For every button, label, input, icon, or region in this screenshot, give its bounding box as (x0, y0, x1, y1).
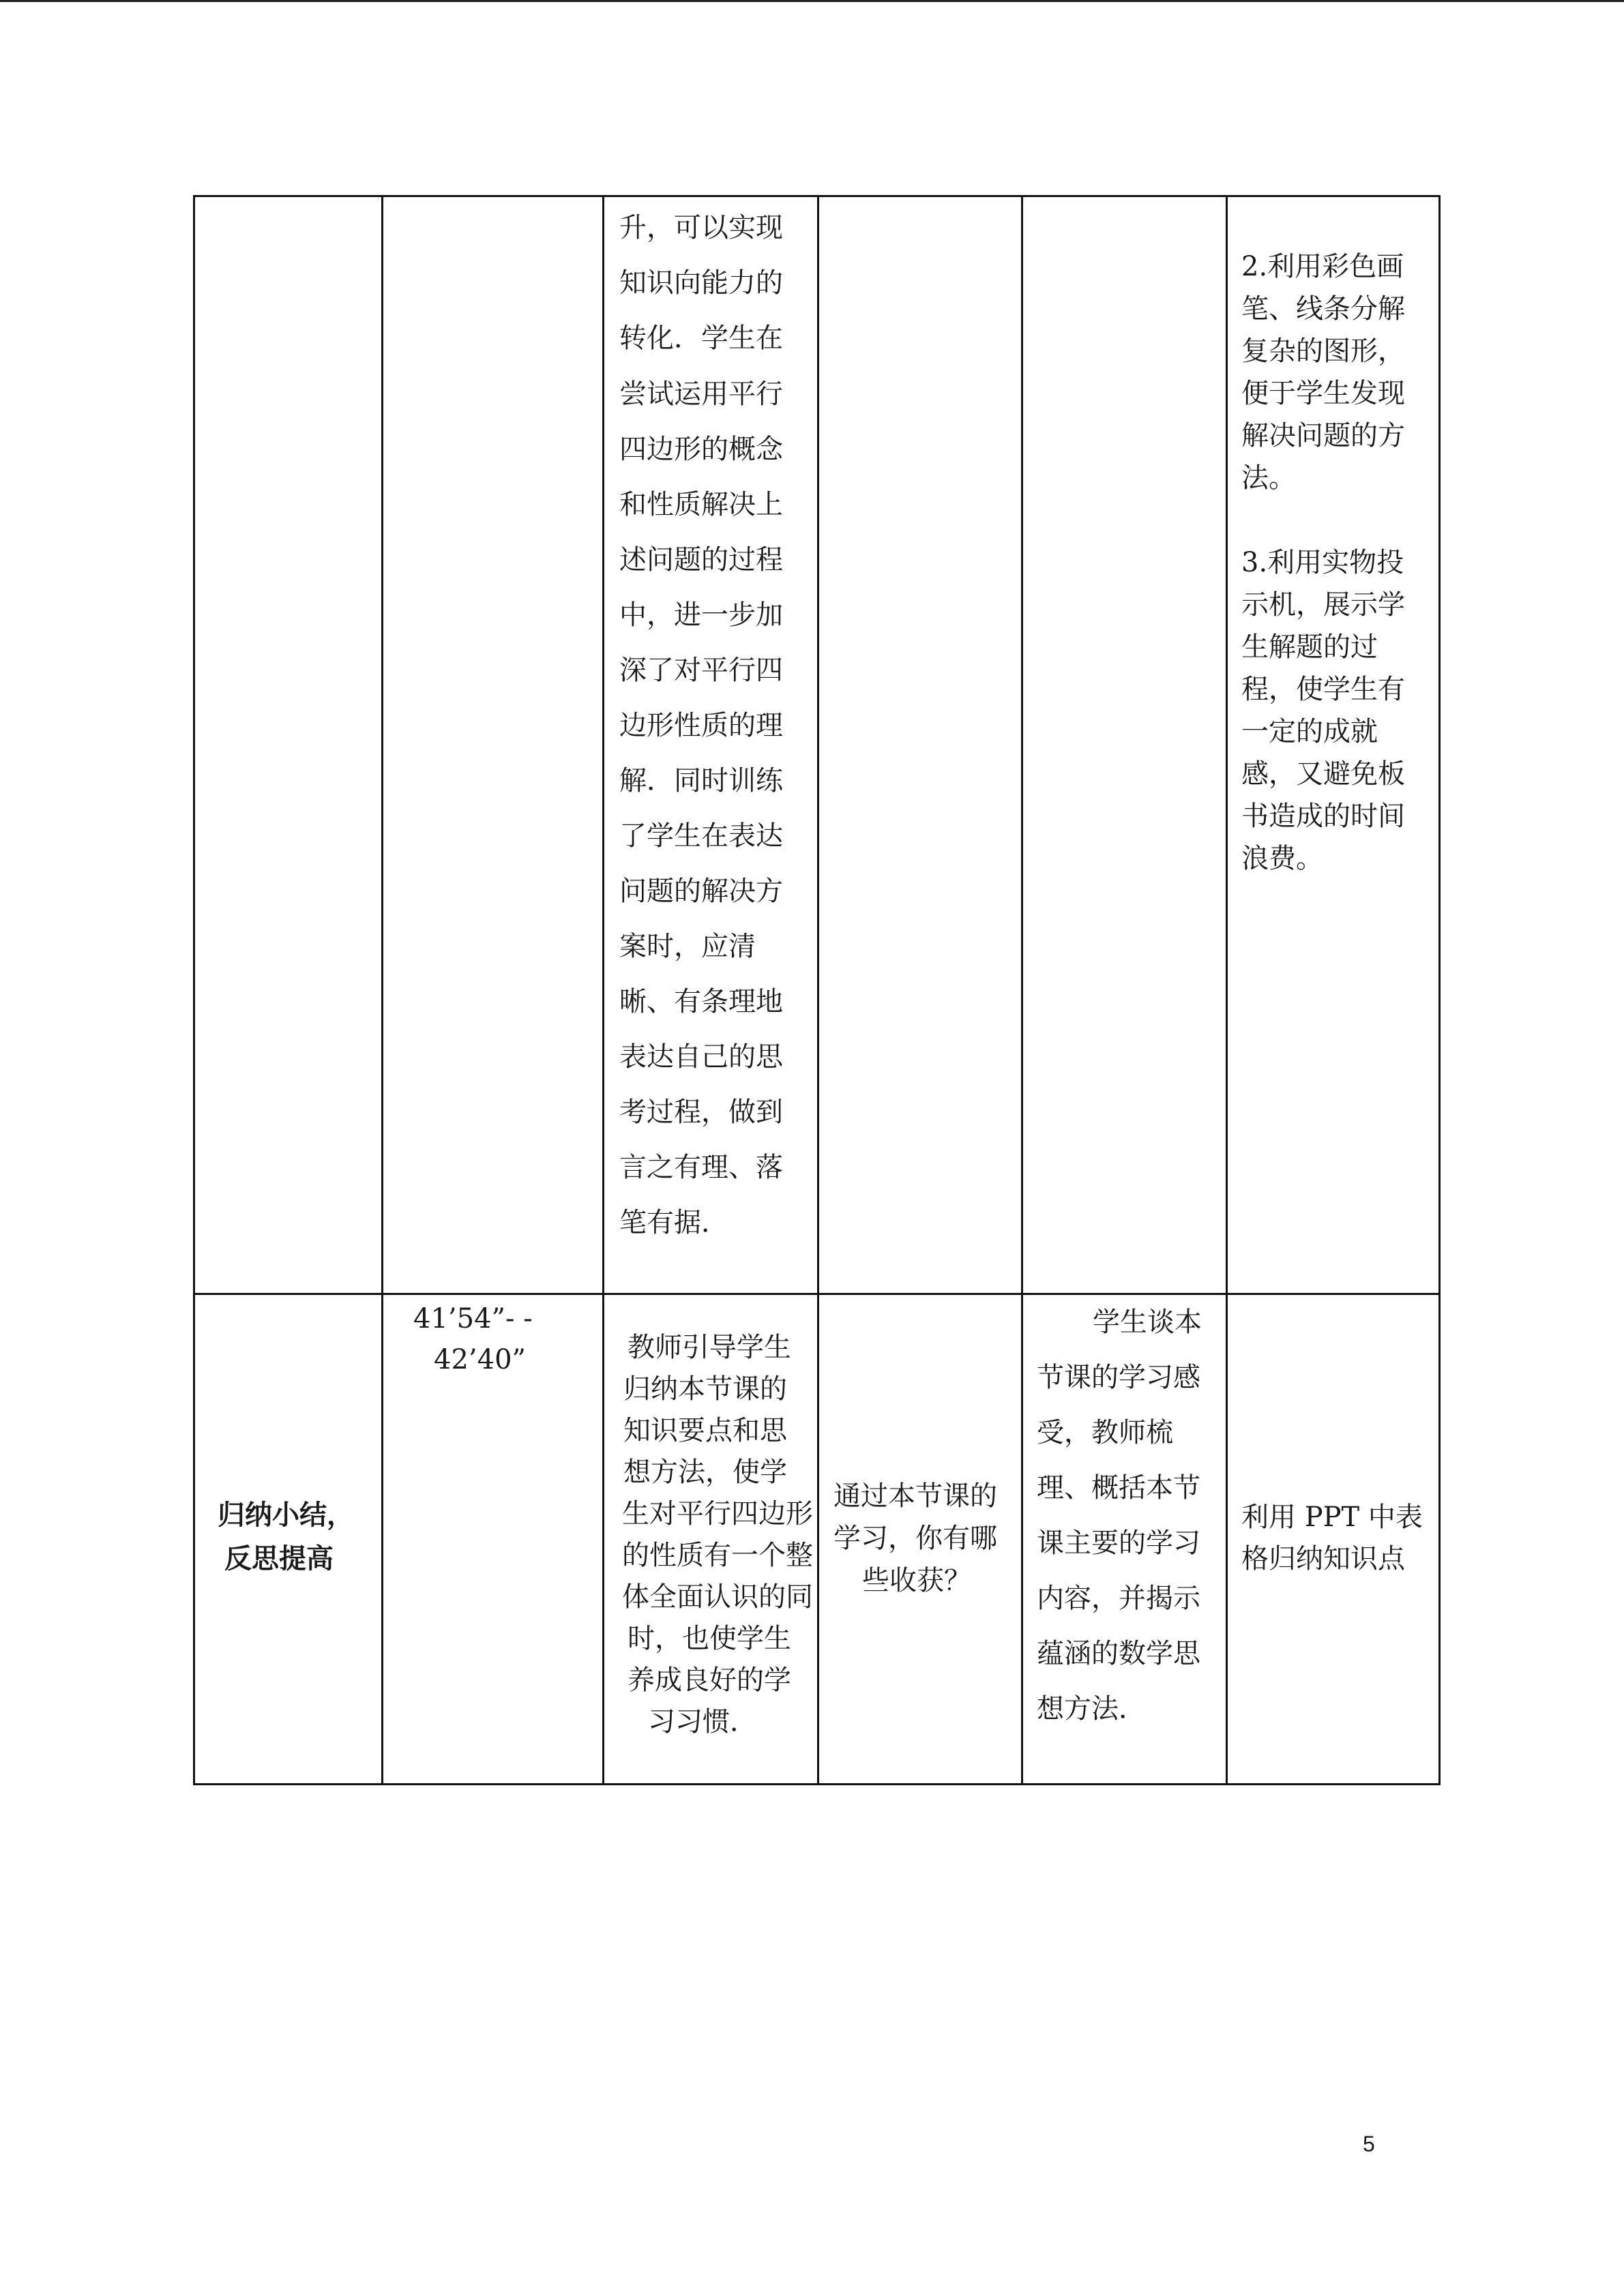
text-line: 节课的学习感 (1037, 1362, 1200, 1393)
text-line: 案时，应清 (619, 931, 756, 962)
text-line: 程，使学生有 (1241, 674, 1405, 705)
text-line: 想方法． (1037, 1693, 1146, 1725)
text-line: 课主要的学习 (1037, 1527, 1200, 1559)
text-line: 浪费。 (1241, 843, 1323, 874)
text-line: 尝试运用平行 (619, 378, 783, 410)
text-line: 考过程，做到 (619, 1097, 783, 1128)
stage-title-line: 反思提高 (224, 1543, 334, 1575)
text-line: 理、概括本节 (1037, 1472, 1200, 1504)
text-line: 示机，展示学 (1241, 589, 1405, 621)
text-line: 书造成的时间 (1241, 801, 1405, 832)
time-line: 41’54”- - (413, 1303, 533, 1335)
text-line: 边形性质的理 (619, 710, 783, 741)
text-line: 表达自己的思 (619, 1041, 783, 1073)
text-line: 想方法，使学 (623, 1457, 787, 1488)
text-line: 养成良好的学 (628, 1665, 791, 1696)
text-line: 蕴涵的数学思 (1037, 1638, 1200, 1669)
text-line: 2.利用彩色画 (1241, 251, 1404, 282)
text-line: 四边形的概念 (619, 434, 783, 465)
text-line: 知识向能力的 (619, 267, 783, 299)
text-line: 归纳本节课的 (623, 1373, 787, 1405)
page-top-border (0, 0, 1624, 2)
text-line: 格归纳知识点 (1241, 1543, 1405, 1575)
text-line: 一定的成就 (1241, 716, 1378, 747)
text-line: 深了对平行四 (619, 655, 783, 686)
text-line: 复杂的图形， (1241, 336, 1405, 367)
text-line: 利用 PPT 中表 (1241, 1502, 1423, 1533)
text-line: 中，进一步加 (619, 599, 783, 631)
text-line: 言之有理、落 (619, 1152, 783, 1183)
text-line: 通过本节课的 (833, 1480, 997, 1512)
time-line: 42’40” (434, 1344, 526, 1375)
column-divider-4 (1021, 195, 1023, 1785)
text-line: 感，又避免板 (1241, 758, 1405, 790)
text-line: 解决问题的方 (1241, 420, 1405, 451)
text-line: 体全面认识的同 (622, 1581, 813, 1613)
text-line: 受，教师梳 (1037, 1417, 1173, 1448)
text-line: 晰、有条理地 (619, 986, 783, 1017)
stage-title-line: 归纳小结， (218, 1500, 354, 1531)
text-line: 了学生在表达 (619, 820, 783, 852)
text-line: 和性质解决上 (619, 489, 783, 520)
text-line: 解．同时训练 (619, 765, 783, 796)
text-line: 的性质有一个整 (622, 1540, 813, 1571)
text-line: 便于学生发现 (1241, 378, 1405, 409)
text-line: 教师引导学生 (628, 1332, 791, 1363)
text-line: 述问题的过程 (619, 544, 783, 576)
text-line: 法。 (1241, 462, 1296, 494)
text-line: 时，也使学生 (628, 1623, 791, 1654)
column-divider-2 (602, 195, 604, 1785)
text-line: 生解题的过 (1241, 631, 1378, 663)
text-line: 笔有据． (619, 1207, 728, 1238)
text-line: 转化．学生在 (619, 323, 783, 354)
column-divider-1 (381, 195, 383, 1785)
text-line: 生对平行四边形 (622, 1498, 813, 1530)
text-line: 习习惯． (648, 1706, 757, 1738)
text-line: 问题的解决方 (619, 876, 783, 907)
text-line: 些收获？ (862, 1565, 971, 1596)
text-line: 知识要点和思 (623, 1415, 787, 1446)
text-line: 升，可以实现 (619, 212, 783, 243)
page-number: 5 (1363, 2132, 1375, 2156)
text-line: 3.利用实物投 (1241, 547, 1404, 578)
column-divider-3 (817, 195, 819, 1785)
text-line: 学习，你有哪 (833, 1523, 997, 1554)
text-line: 笔、线条分解 (1241, 293, 1405, 325)
text-line: 学生谈本 (1093, 1307, 1202, 1338)
column-divider-5 (1226, 195, 1228, 1785)
text-line: 内容，并揭示 (1037, 1583, 1200, 1614)
